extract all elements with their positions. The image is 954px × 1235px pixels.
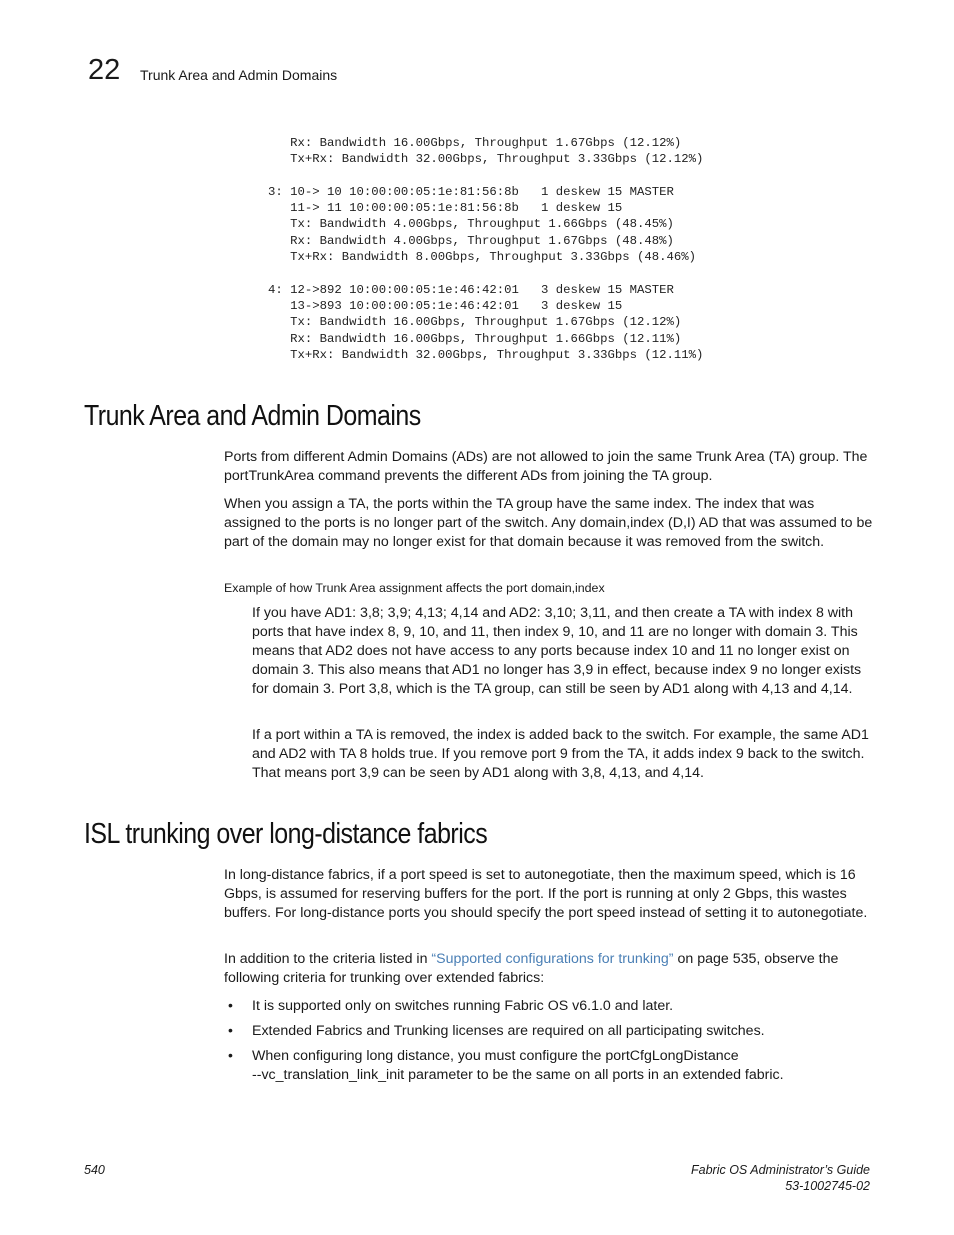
code-line: Rx: Bandwidth 16.00Gbps, Throughput 1.67Gbps (12.12%) bbox=[268, 136, 682, 150]
paragraph-text: In addition to the criteria listed in bbox=[224, 951, 432, 967]
paragraph-ta-index: When you assign a TA, the ports within the TA group have the same index. The index that was assigned to the ports is no longer part of the switch. Any domain,index (D,I) AD that was assumed to be part of the domain may no longer exist for that domain because it was removed from the switch. bbox=[224, 496, 873, 550]
code-line: Tx+Rx: Bandwidth 32.00Gbps, Throughput 3.33Gbps (12.11%) bbox=[268, 347, 704, 362]
paragraph-text: When configuring long distance, you must configure the bbox=[252, 1048, 606, 1064]
list-item bbox=[252, 1047, 862, 1085]
code-line: 4: 12->892 10:00:00:05:1e:46:42:01 3 deskew 15 MASTER bbox=[268, 282, 674, 297]
code-line: Tx+Rx: Bandwidth 8.00Gbps, Throughput 3.33Gbps (48.46%) bbox=[268, 250, 697, 265]
page-number: 540 bbox=[84, 1163, 105, 1177]
chapter-title: Trunk Area and Admin Domains bbox=[140, 67, 338, 83]
document-number: 53-1002745-02 bbox=[785, 1179, 870, 1193]
code-line: Tx+Rx: Bandwidth 32.00Gbps, Throughput 3.33Gbps (12.12%) bbox=[268, 152, 704, 167]
section-heading-trunk-area: Trunk Area and Admin Domains bbox=[84, 400, 421, 432]
chapter-number: 22 bbox=[88, 54, 121, 86]
paragraph-text: on page 535, observe the following criteria for trunking over extended fabrics: bbox=[224, 951, 839, 986]
paragraph-text: Ports from different Admin Domains (ADs) are not allowed to join the same Trunk Area (TA) group. The bbox=[224, 449, 868, 465]
bullet-icon: • bbox=[228, 1047, 233, 1063]
code-line: Tx: Bandwidth 16.00Gbps, Throughput 1.67Gbps (12.12%) bbox=[268, 315, 682, 330]
command-option: --vc_translation_link_init bbox=[252, 1066, 405, 1083]
paragraph-long-distance: In long-distance fabrics, if a port speed is set to autonegotiate, then the maximum speed, which is 16 Gbps, is assumed for reserving buffers for the port. If the port is running at only 2 Gbps, this wastes buffers. For long-distance ports you should specify the port speed instead of setting it to autonegotiate. bbox=[224, 867, 868, 921]
command-portcfglongdistance: portCfgLongDistance bbox=[605, 1048, 739, 1064]
paragraph-text: command prevents the different ADs from joining the TA group. bbox=[314, 467, 713, 484]
paragraph-example: If you have AD1: 3,8; 3,9; 4,13; 4,14 and AD2: 3,10; 3,11, and then create a TA with index 8 with ports that have index 8, 9, 10, and 11, then index 9, 10, and 11 are no longer with domain 3. This means that AD2 does not have access to any ports because index 10 and 11 no longer exist on domain 3. This also means that AD1 no longer has 3,9 in effect, because index 9 no longer exists for domain 3. Port 3,8, which is the TA group, can still be seen by AD1 along with 4,13 and 4,14. bbox=[252, 605, 862, 697]
code-line: Rx: Bandwidth 4.00Gbps, Throughput 1.67Gbps (48.48%) bbox=[268, 233, 674, 248]
command-porttrunkarea: portTrunkArea bbox=[224, 467, 315, 484]
code-line: 13->893 10:00:00:05:1e:46:42:01 3 deskew 15 bbox=[268, 298, 623, 313]
code-block bbox=[268, 135, 703, 363]
bullet-icon: • bbox=[228, 997, 233, 1013]
link-supported-configurations[interactable]: “Supported configurations for trunking” bbox=[431, 951, 674, 967]
list-item: Extended Fabrics and Trunking licenses are required on all participating switches. bbox=[252, 1023, 765, 1039]
code-line: 3: 10-> 10 10:00:00:05:1e:81:56:8b 1 deskew 15 MASTER bbox=[268, 184, 674, 199]
code-line: Tx: Bandwidth 4.00Gbps, Throughput 1.66Gbps (48.45%) bbox=[268, 217, 674, 232]
paragraph-ta-intro bbox=[224, 448, 874, 486]
list-item: It is supported only on switches running Fabric OS v6.1.0 and later. bbox=[252, 998, 674, 1014]
paragraph-text: parameter to be the same on all ports in an extended fabric. bbox=[404, 1066, 784, 1083]
paragraph-removed: If a port within a TA is removed, the index is added back to the switch. For example, the same AD1 and AD2 with TA 8 holds true. If you remove port 9 from the TA, it adds index 9 back to the switch. That means port 3,9 can be seen by AD1 along with 3,8, 4,13, and 4,14. bbox=[252, 727, 869, 781]
code-line: 11-> 11 10:00:00:05:1e:81:56:8b 1 deskew 15 bbox=[268, 201, 623, 216]
guide-title: Fabric OS Administrator’s Guide bbox=[691, 1163, 870, 1177]
paragraph-criteria bbox=[224, 950, 874, 988]
bullet-icon: • bbox=[228, 1022, 233, 1038]
example-heading: Example of how Trunk Area assignment affects the port domain,index bbox=[224, 581, 605, 595]
code-line: Rx: Bandwidth 16.00Gbps, Throughput 1.66Gbps (12.11%) bbox=[268, 331, 682, 346]
section-heading-isl-trunking: ISL trunking over long-distance fabrics bbox=[84, 818, 488, 850]
